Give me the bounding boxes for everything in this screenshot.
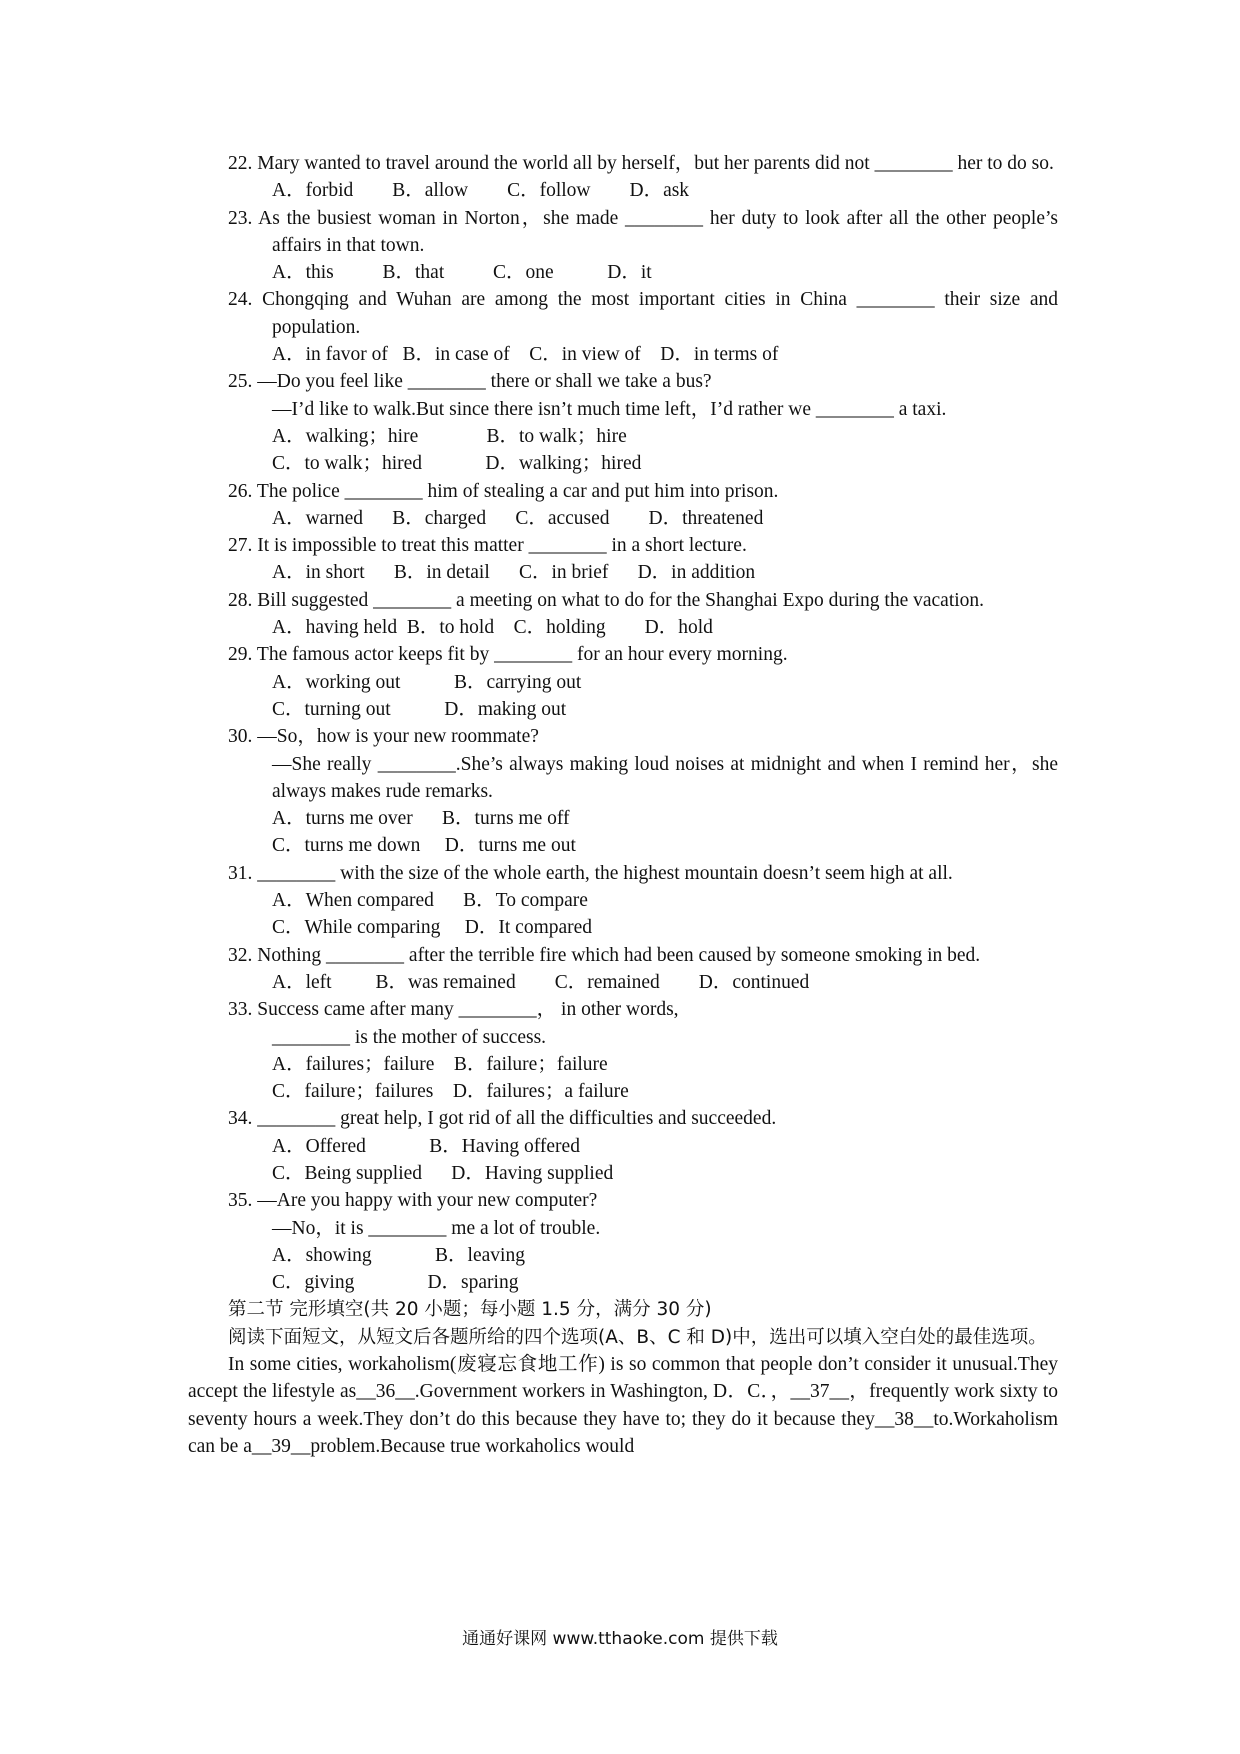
question-item (228, 368, 1058, 477)
question-text: The famous actor keeps fit by ________ for an hour every morning. (256, 644, 788, 666)
answer-options-row: A．walking；hire B．to walk；hire (272, 425, 627, 447)
question-number: 35. (228, 1190, 253, 1212)
question-item (228, 1187, 1058, 1296)
question-stem (228, 1105, 1058, 1132)
question-text-continued: —No，it is ________ me a lot of trouble. (272, 1217, 601, 1239)
cloze-passage: In some cities, workaholism(废寝忘食地工作) is so common that people don’t consider it unusual.They accept the lifestyle as__36__.Government workers in Washington, D．C．，__37__，frequently work sixty to seventy hours a week.They don’t do this because they have to; they do it because they__38__to.Workaholism can be a__39__problem.Because true workaholics would (188, 1354, 1058, 1457)
question-text: The police ________ him of stealing a car and put him into prison. (256, 480, 779, 502)
question-number: 28. (228, 589, 253, 611)
section-title: 第二节 完形填空(共 20 小题；每小题 1.5 分，满分 30 分) (228, 1299, 712, 1321)
question-text: —So，how is your new roommate? (257, 726, 539, 748)
answer-options-row: A．in short B．in detail C．in brief D．in addition (272, 562, 756, 584)
question-item (228, 860, 1058, 942)
question-stem (228, 587, 1058, 614)
question-number: 30. (228, 726, 253, 748)
answer-options-row: A．showing B．leaving (272, 1244, 525, 1266)
question-text: It is impossible to treat this matter ________ in a short lecture. (257, 535, 747, 557)
answer-options-row: C．turning out D．making out (272, 698, 567, 720)
answer-options-row: A．forbid B．allow C．follow D．ask (272, 180, 690, 202)
question-item (228, 641, 1058, 723)
question-text-continued: —She really ________.She’s always making loud noises at midnight and when I remind her，she always makes rude remarks. (272, 753, 1058, 802)
answer-options-row: A．working out B．carrying out (272, 671, 582, 693)
question-text: Success came after many ________， in other words, (257, 999, 679, 1021)
question-text: —Are you happy with your new computer? (257, 1190, 598, 1212)
question-stem (228, 532, 1058, 559)
question-item (228, 587, 1058, 642)
question-stem (228, 996, 1058, 1023)
question-item (228, 723, 1058, 859)
answer-options-row: A．in favor of B．in case of C．in view of D．in terms of (272, 344, 779, 366)
question-item (228, 478, 1058, 533)
question-text: Chongqing and Wuhan are among the most important cities in China ________ their size and population. (262, 289, 1059, 338)
question-text: Mary wanted to travel around the world all by herself，but her parents did not ________ her to do so. (257, 153, 1054, 174)
answer-options-row: A．this B．that C．one D．it (272, 262, 652, 284)
answer-options-row: C．failure；failures D．failures；a failure (272, 1081, 629, 1103)
question-item (228, 942, 1058, 997)
question-text: —Do you feel like ________ there or shall we take a bus? (257, 371, 712, 393)
question-text: ________ great help, I got rid of all the difficulties and succeeded. (257, 1108, 777, 1130)
question-number: 33. (228, 999, 253, 1021)
answer-options-row: A．having held B．to hold C．holding D．hold (272, 617, 713, 639)
section-instruction: 阅读下面短文，从短文后各题所给的四个选项(A、B、C 和 D)中，选出可以填入空白处的最佳选项。 (228, 1326, 1047, 1348)
question-text-continued: ________ is the mother of success. (272, 1026, 547, 1048)
question-number: 31. (228, 862, 253, 884)
question-stem (228, 860, 1058, 887)
question-item (228, 205, 1058, 287)
question-text: Nothing ________ after the terrible fire which had been caused by someone smoking in bed. (257, 944, 981, 966)
question-text: Bill suggested ________ a meeting on what to do for the Shanghai Expo during the vacation. (257, 589, 985, 611)
question-number: 27. (228, 535, 253, 557)
question-stem (228, 1187, 1058, 1214)
question-item (228, 286, 1058, 368)
question-item (228, 1105, 1058, 1187)
answer-options-row: A．When compared B．To compare (272, 890, 588, 912)
question-number: 32. (228, 944, 253, 966)
answer-options-row: A．failures；failure B．failure；failure (272, 1053, 608, 1075)
answer-options-row: A．Offered B．Having offered (272, 1135, 580, 1157)
answer-options-row: C．to walk；hired D．walking；hired (272, 453, 642, 475)
question-stem (228, 150, 1058, 177)
page-footer: 通通好课网 www.tthaoke.com 提供下载 (462, 1629, 778, 1649)
question-item (228, 532, 1058, 587)
question-stem (228, 478, 1058, 505)
question-number: 22. (228, 153, 253, 174)
question-stem (228, 286, 1058, 341)
answer-options-row: A．warned B．charged C．accused D．threatened (272, 507, 764, 529)
answer-options-row: C．giving D．sparing (272, 1272, 519, 1294)
question-number: 23. (228, 207, 253, 229)
answer-options-row: A．turns me over B．turns me off (272, 808, 570, 830)
question-stem (228, 723, 1058, 750)
question-stem (228, 641, 1058, 668)
answer-options-row: C．turns me down D．turns me out (272, 835, 576, 857)
question-text-continued: —I’d like to walk.But since there isn’t much time left，I’d rather we ________ a taxi. (272, 398, 947, 420)
question-number: 29. (228, 644, 253, 666)
exam-content (188, 150, 1059, 1460)
question-number: 34. (228, 1108, 253, 1130)
question-text: As the busiest woman in Norton，she made ________ her duty to look after all the other people’s affairs in that town. (258, 207, 1058, 256)
question-number: 26. (228, 480, 253, 502)
question-number: 25. (228, 371, 253, 393)
question-stem (228, 942, 1058, 969)
question-text: ________ with the size of the whole earth, the highest mountain doesn’t seem high at all. (257, 862, 953, 884)
question-number: 24. (228, 289, 253, 311)
question-item (228, 996, 1058, 1105)
question-item (228, 150, 1058, 205)
answer-options-row: A．left B．was remained C．remained D．continued (272, 971, 810, 993)
question-list (228, 150, 1058, 1296)
question-stem (228, 368, 1058, 395)
question-stem (228, 205, 1058, 260)
answer-options-row: C．Being supplied D．Having supplied (272, 1162, 614, 1184)
answer-options-row: C．While comparing D．It compared (272, 917, 593, 939)
